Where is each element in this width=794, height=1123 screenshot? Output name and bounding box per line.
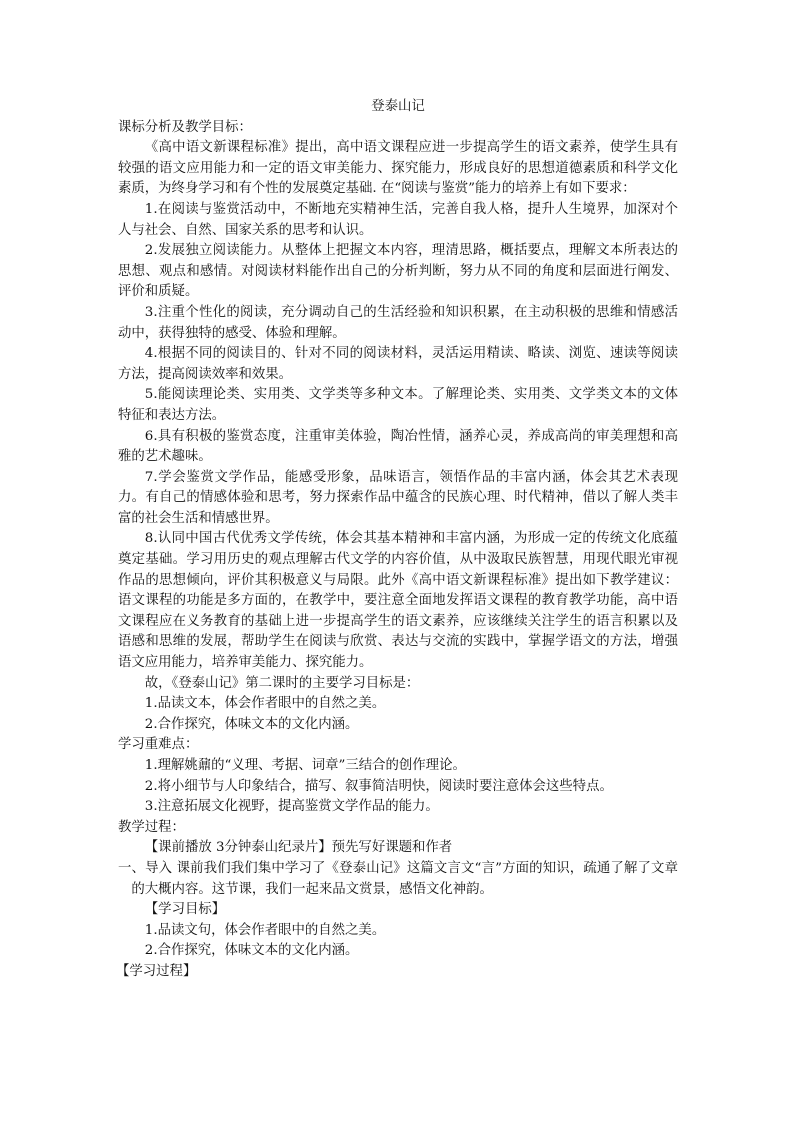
document-title: 登泰山记 — [371, 99, 425, 114]
requirement-item-3: 3.注重个性化的阅读，充分调动自己的生活经验和知识积累，在主动积极的思维和情感活动中，获得独特的感受、体验和理解。 — [118, 304, 678, 341]
document-page — [118, 97, 678, 983]
requirement-item-7: 7.学会鉴赏文学作品，能感受形象，品味语言，领悟作品的丰富内涵，体会其艺术表现力。有自己的情感体验和思考，努力探索作品中蕴含的民族心理、时代精神，借以了解人类丰富的社会生活和情感世界。 — [118, 469, 678, 526]
pre-class-note: 【课前播放 3分钟泰山纪录片】预先写好课题和作者 — [144, 840, 453, 856]
learning-process-heading: 【学习过程】 — [116, 963, 197, 979]
key-point-3: 3.注意拓展文化视野，提高鉴赏文学作品的能力。 — [144, 799, 439, 815]
goal-item-2: 2.合作探究，体味文本的文化内涵。 — [144, 716, 359, 732]
goal-item-1: 1.品读文本，体会作者眼中的自然之美。 — [144, 696, 386, 712]
section-heading-process: 教学过程： — [118, 819, 185, 835]
section-heading-key-points: 学习重难点： — [118, 737, 199, 753]
key-point-1: 1.理解姚鼐的“义理、考据、词章”三结合的创作理论。 — [144, 758, 466, 773]
goal2-item-2: 2.合作探究，体味文本的文化内涵。 — [144, 943, 359, 959]
requirement-item-6: 6.具有积极的鉴赏态度，注重审美体验，陶冶性情，涵养心灵，养成高尚的审美理想和高雅的艺术趣味。 — [118, 428, 678, 465]
requirement-item-1: 1.在阅读与鉴赏活动中，不断地充实精神生活，完善自我人格，提升人生境界，加深对个人与社会、自然、国家关系的思考和认识。 — [118, 201, 678, 238]
key-point-2: 2.将小细节与人印象结合，描写、叙事简洁明快，阅读时要注意体会这些特点。 — [144, 778, 613, 794]
goals-intro: 故，《登泰山记》第二课时的主要学习目标是： — [144, 675, 420, 691]
intro-paragraph: 《高中语文新课程标准》提出，高中语文课程应进一步提高学生的语文素养，使学生具有较强的语文应用能力和一定的语文审美能力、探究能力，形成良好的思想道德素质和科学文化素质，为终身学习和有个性的发展奠定基础. 在“阅读与鉴赏”能力的培养上有如下要求： — [118, 140, 678, 197]
requirement-item-4: 4.根据不同的阅读目的、针对不同的阅读材料，灵活运用精读、略读、浏览、速读等阅读方法，提高阅读效率和效果。 — [118, 346, 678, 382]
requirement-item-2: 2.发展独立阅读能力。从整体上把握文本内容，理清思路，概括要点，理解文本所表达的思想、观点和感情。对阅读材料能作出自己的分析判断，努力从不同的角度和层面进行阐发、评价和质疑。 — [118, 243, 678, 300]
requirement-item-8: 8.认同中国古代优秀文学传统，体会其基本精神和丰富内涵，为形成一定的传统文化底蕴奠定基础。学习用历史的观点理解古代文学的内容价值，从中汲取民族智慧，用现代眼光审视作品的思想倾向，评价其积极意义与局限。此外《高中语文新课程标准》提出如下教学建议：语文课程的功能是多方面的，在教学中，要注意全面地发挥语文课程的教育教学功能，高中语文课程应在义务教育的基础上进一步提高学生的语文素养，应该继续关注学生的语言积累以及语感和思维的发展，帮助学生在阅读与欣赏、表达与交流的实践中，掌握学语文的方法，增强语文应用能力，培养审美能力、探究能力。 — [118, 531, 678, 671]
learning-goals-heading: 【学习目标】 — [144, 902, 226, 918]
lead-in-paragraph: 一、导入 课前我们我们集中学习了《登泰山记》这篇文言文“言”方面的知识，疏通了解了文章的大概内容。这节课，我们一起来品文赏景，感悟文化神韵。 — [118, 860, 678, 897]
goal2-item-1: 1.品读文句，体会作者眼中的自然之美。 — [144, 922, 386, 938]
section-heading-curriculum: 课标分析及教学目标： — [118, 119, 252, 135]
requirement-item-5: 5.能阅读理论类、实用类、文学类等多种文本。了解理论类、实用类、文学类文本的文体特征和表达方法。 — [118, 387, 678, 423]
